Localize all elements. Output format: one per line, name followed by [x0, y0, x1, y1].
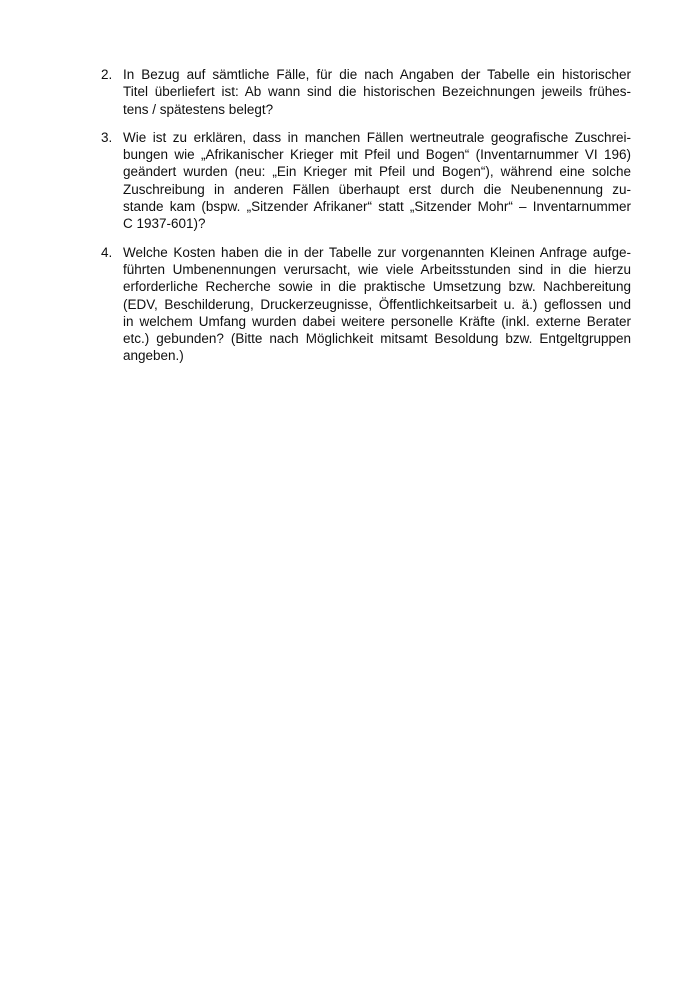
question-number: 2. [101, 67, 113, 82]
question-list [101, 66, 631, 365]
question-line: Welche Kosten haben die in der Tabelle zur vorgenannten Kleinen Anfrage aufge- [123, 244, 631, 260]
question-line: Titel überliefert ist: Ab wann sind die historischen Bezeichnungen jeweils frühes- [123, 84, 631, 100]
question-line: erforderliche Recherche sowie in die praktische Umsetzung bzw. Nachbereitung [123, 279, 631, 295]
question-line: etc.) gebunden? (Bitte nach Möglichkeit mitsamt Besoldung bzw. Entgeltgruppen [123, 331, 631, 347]
question-line: Zuschreibung in anderen Fällen überhaupt erst durch die Neubenennung zu- [123, 181, 631, 197]
question-item-3 [101, 129, 631, 233]
question-line: C 1937-601)? [123, 216, 206, 232]
question-line: stande kam (bspw. „Sitzender Afrikaner“ statt „Sitzender Mohr“ – Inventarnummer [123, 199, 631, 215]
question-line: In Bezug auf sämtliche Fälle, für die nach Angaben der Tabelle ein historischer [123, 67, 631, 82]
question-line: in welchem Umfang wurden dabei weitere personelle Kräfte (inkl. externe Berater [123, 313, 631, 329]
question-number: 3. [101, 129, 113, 145]
question-text [123, 129, 631, 233]
question-item-2 [101, 66, 631, 118]
question-line: geändert wurden (neu: „Ein Krieger mit Pfeil und Bogen“), während eine solche [123, 164, 631, 180]
question-line: (EDV, Beschilderung, Druckerzeugnisse, Öffentlichkeitsarbeit u. ä.) geflossen und [123, 296, 631, 312]
question-line: Wie ist zu erklären, dass in manchen Fällen wertneutrale geografische Zuschrei- [123, 129, 631, 145]
question-number: 4. [101, 244, 113, 260]
question-line: bungen wie „Afrikanischer Krieger mit Pfeil und Bogen“ (Inventarnummer VI 196) [123, 147, 631, 163]
question-line: führten Umbenennungen verursacht, wie viele Arbeitsstunden sind in die hierzu [123, 261, 631, 277]
question-line: tens / spätestens belegt? [123, 101, 274, 117]
question-item-4 [101, 244, 631, 365]
question-text [123, 244, 631, 365]
question-line: angeben.) [123, 348, 184, 364]
question-text [123, 66, 631, 118]
